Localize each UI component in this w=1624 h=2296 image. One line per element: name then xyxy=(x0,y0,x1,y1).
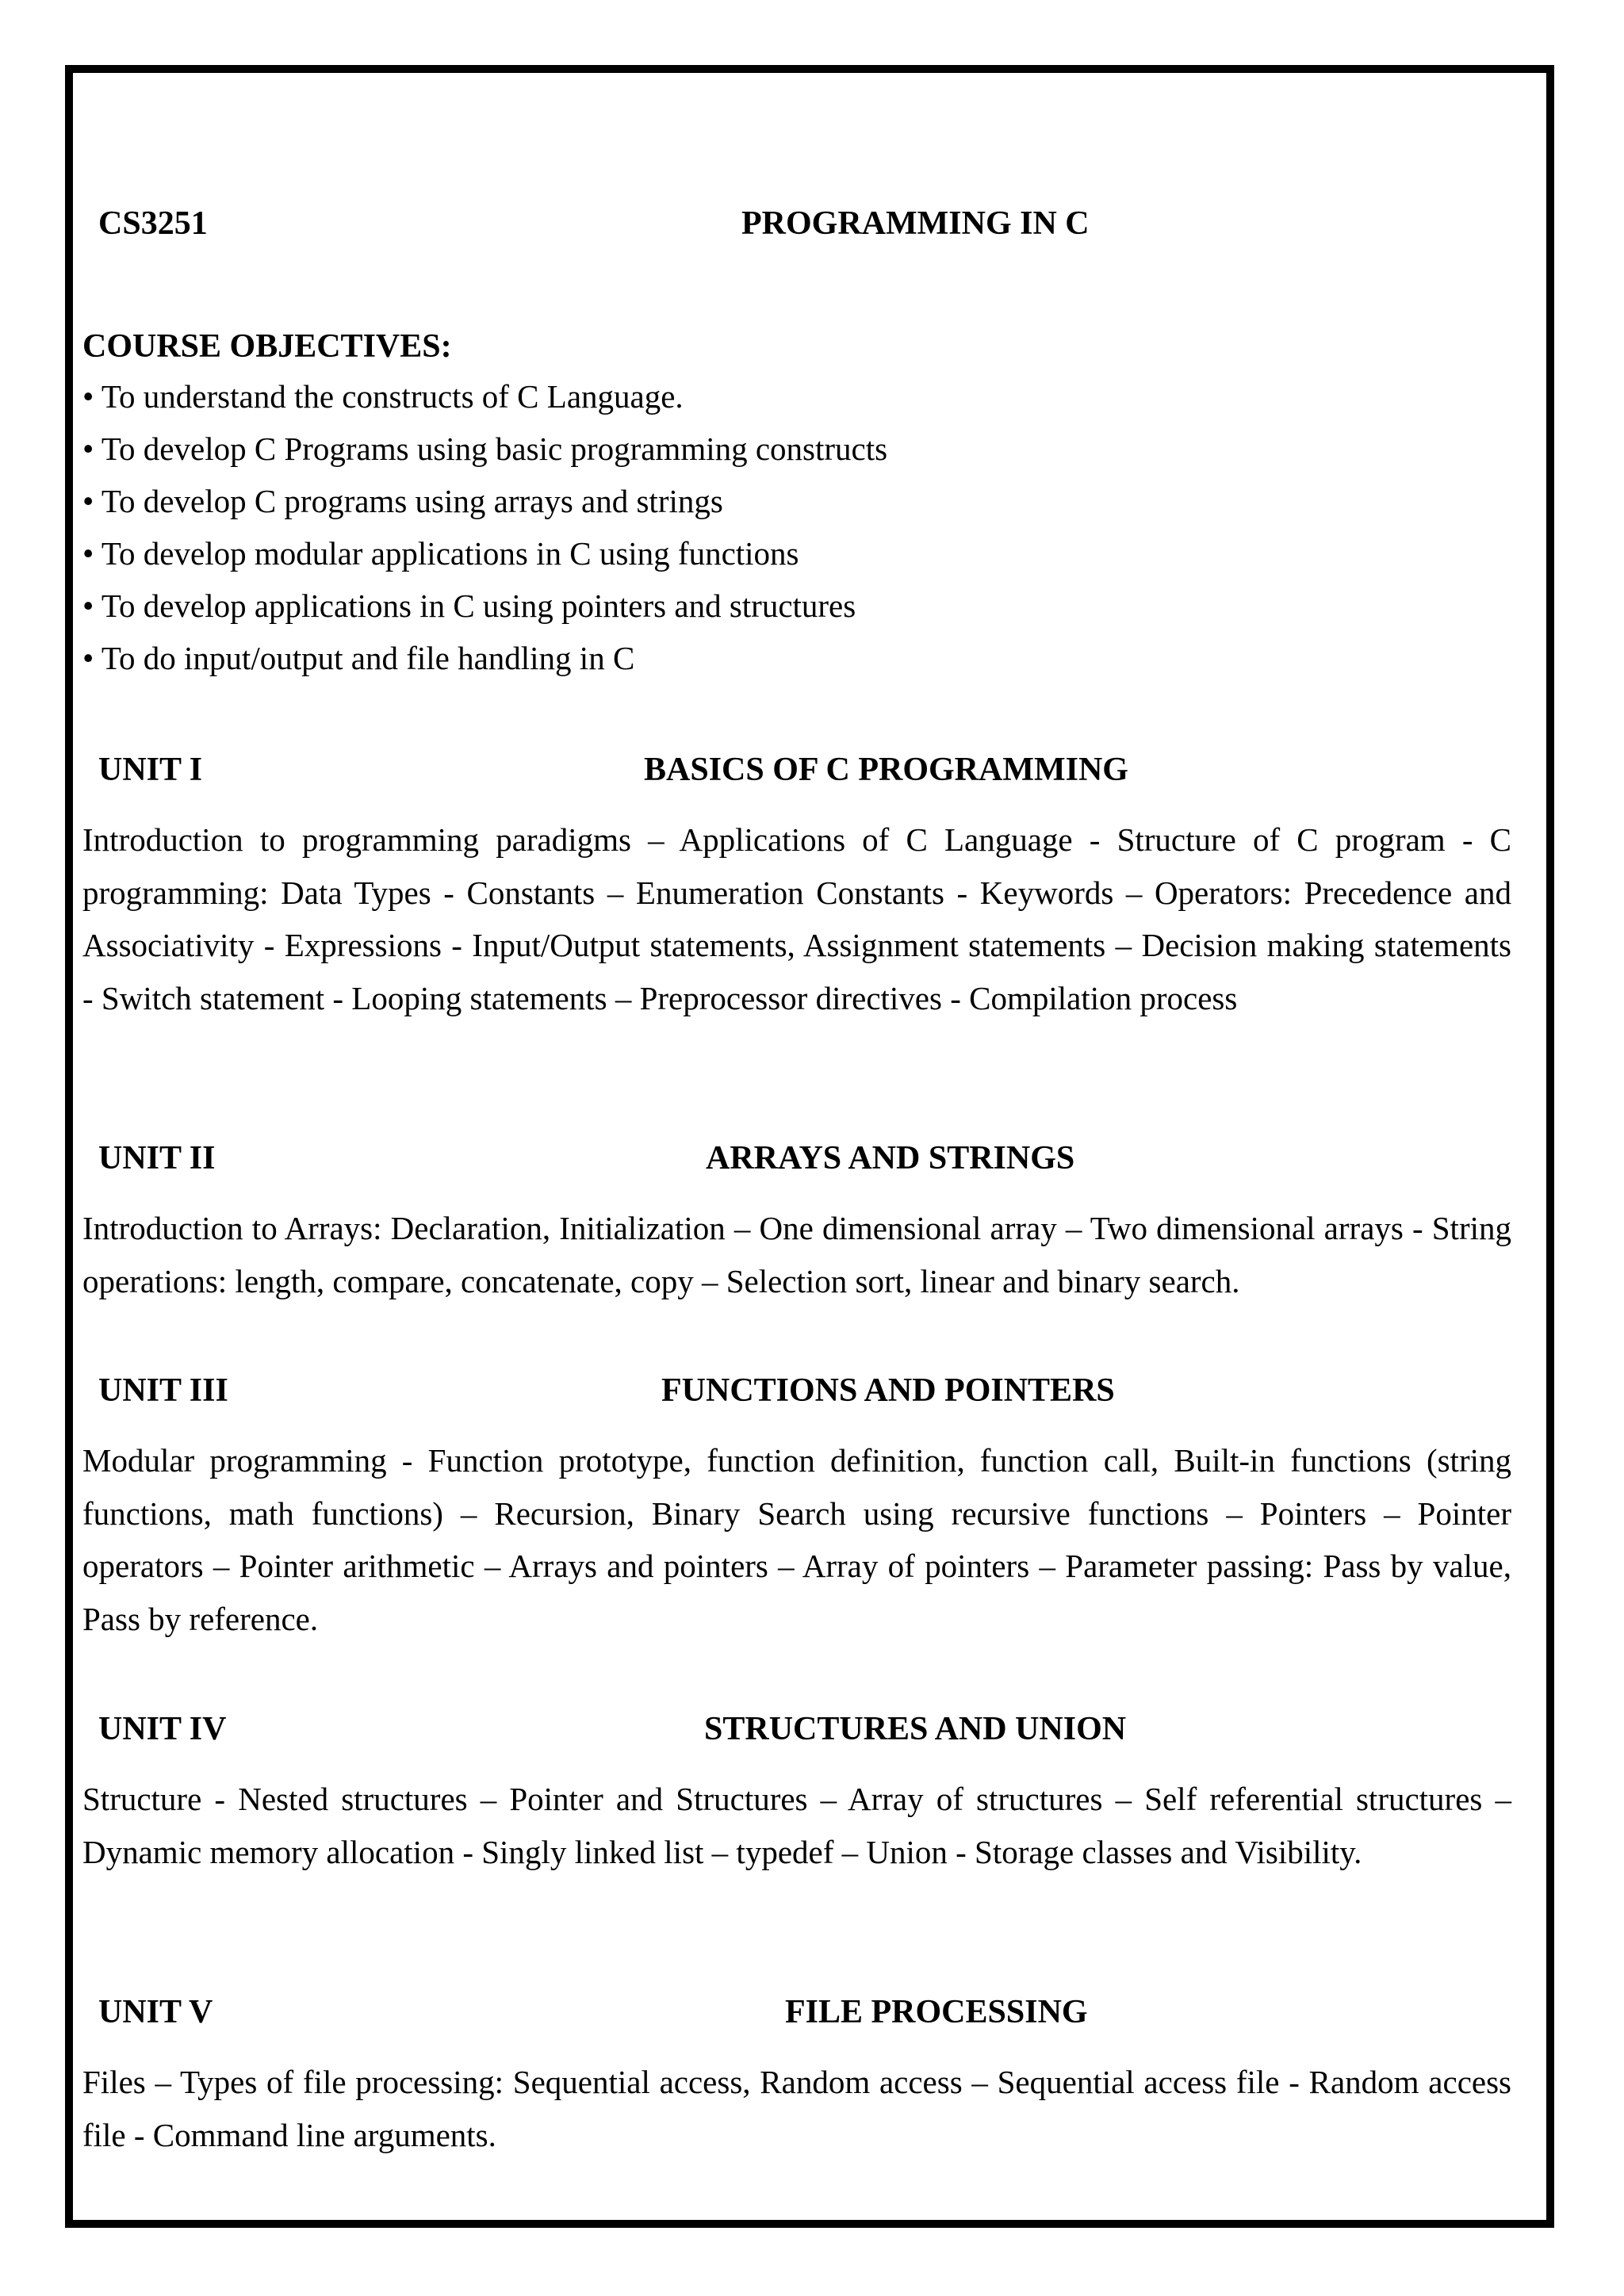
unit-3-content: Modular programming - Function prototype, function definition, function call, Built-in functions (string functions, math functions) – Recursion, Binary Search using recursive functions – Pointers – Pointer operators – Pointer arithmetic – Arrays and pointers – Array of pointers – Parameter passing: Pass by value, Pass by reference. xyxy=(82,1442,1511,1637)
objective-item: • To develop C programs using arrays and strings xyxy=(82,483,723,519)
course-header xyxy=(82,200,1511,247)
unit-title: FILE PROCESSING xyxy=(785,1994,1088,2030)
objective-item: • To develop modular applications in C using functions xyxy=(82,535,799,572)
unit-4-header xyxy=(82,1705,1511,1753)
objective-item: • To do input/output and file handling in C xyxy=(82,640,635,676)
unit-label: UNIT II xyxy=(98,1140,216,1177)
unit-2-header xyxy=(82,1135,1511,1182)
unit-2-content: Introduction to Arrays: Declaration, Initialization – One dimensional array – Two dimensional arrays - String operations: length, compare, concatenate, copy – Selection sort, linear and binary search. xyxy=(82,1210,1511,1299)
objective-item: • To develop applications in C using pointers and structures xyxy=(82,587,856,624)
unit-label: UNIT IV xyxy=(98,1711,227,1747)
course-code: CS3251 xyxy=(98,205,208,242)
course-title: PROGRAMMING IN C xyxy=(741,205,1090,242)
objective-item: • To develop C Programs using basic programming constructs xyxy=(82,430,888,467)
unit-title: FUNCTIONS AND POINTERS xyxy=(661,1372,1115,1409)
unit-title: BASICS OF C PROGRAMMING xyxy=(644,752,1128,788)
unit-label: UNIT I xyxy=(98,752,203,788)
unit-5-header xyxy=(82,1988,1511,2036)
unit-1-content: Introduction to programming paradigms – Applications of C Language - Structure of C program - C programming: Data Types - Constants – Enumeration Constants - Keywords – Operators: Precedence and Associativity - Expressions - Input/Output statements, Assignment statements – Decision making statements - Switch statement - Looping statements – Preprocessor directives - Compilation process xyxy=(82,821,1511,1016)
objective-item: • To understand the constructs of C Language. xyxy=(82,378,684,415)
unit-title: STRUCTURES AND UNION xyxy=(704,1711,1127,1747)
objectives-heading: COURSE OBJECTIVES: xyxy=(82,328,452,365)
unit-label: UNIT III xyxy=(98,1372,228,1409)
unit-5-content: Files – Types of file processing: Sequential access, Random access – Sequential access file - Random access file - Command line arguments. xyxy=(82,2064,1511,2153)
unit-title: ARRAYS AND STRINGS xyxy=(706,1140,1075,1177)
unit-1-header xyxy=(82,746,1511,794)
unit-4-content: Structure - Nested structures – Pointer and Structures – Array of structures – Self referential structures – Dynamic memory allocation - Singly linked list – typedef – Union - Storage classes and Visibility. xyxy=(82,1781,1511,1870)
unit-3-header xyxy=(82,1367,1511,1414)
objectives-list xyxy=(82,370,887,684)
unit-label: UNIT V xyxy=(98,1994,213,2030)
